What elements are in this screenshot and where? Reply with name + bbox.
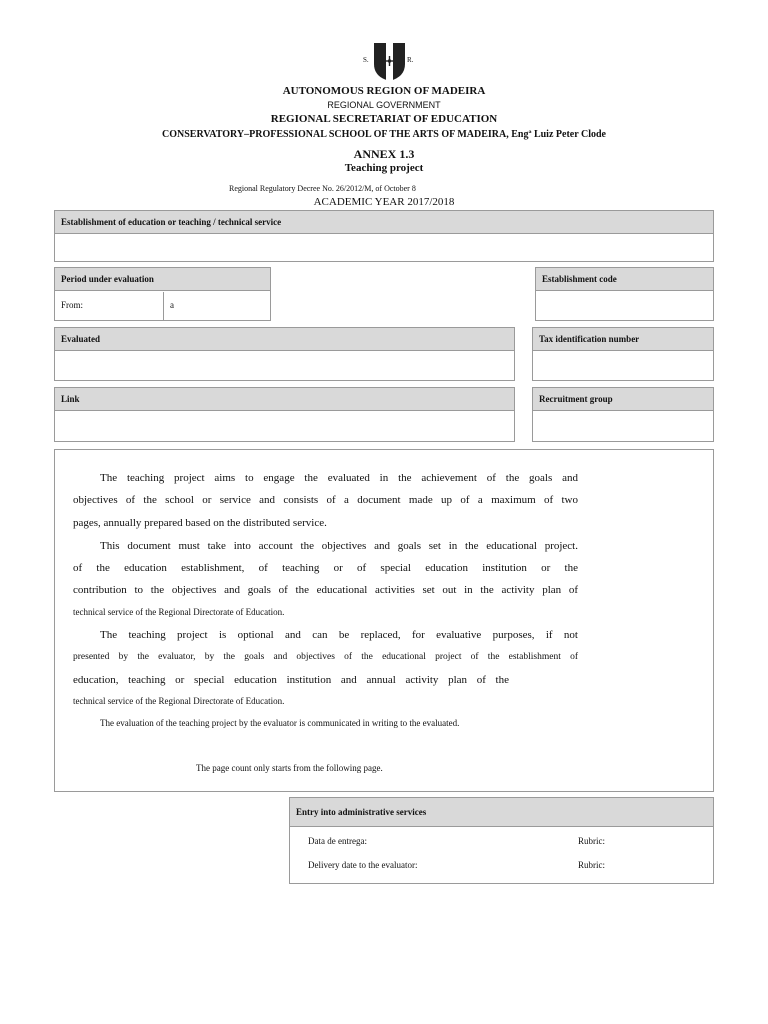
page-count-note: The page count only starts from the following page. [196,763,383,773]
establishment-code-label: Establishment code [536,268,713,291]
decree-reference: Regional Regulatory Decree No. 26/2012/M, of October 8 [229,184,416,193]
establishment-code-field[interactable] [535,267,714,321]
logo-letter-right: R. [407,56,414,64]
establishment-label: Establishment of education or teaching / technical service [55,211,713,234]
tax-id-field[interactable] [532,327,714,381]
region-title: AUTONOMOUS REGION OF MADEIRA [282,85,486,97]
paragraph2-line1: This document must take into account the objectives and goals set in the educational project. [100,540,578,552]
delivery-date-label[interactable]: Data de entrega: [308,836,367,846]
paragraph3-line1: The teaching project is optional and can be replaced, for evaluative purposes, if not [100,629,578,641]
government-subtitle: REGIONAL GOVERNMENT [327,100,441,110]
coat-of-arms-icon [373,42,406,82]
evaluated-label: Evaluated [55,328,514,351]
to-label: a [170,300,174,310]
evaluator-rubric-label[interactable]: Rubric: [578,860,605,870]
evaluator-delivery-date-label[interactable]: Delivery date to the evaluator: [308,860,418,870]
academic-year: ACADEMIC YEAR 2017/2018 [313,196,455,208]
instructions-box [54,449,714,792]
link-field[interactable] [54,387,515,442]
admin-entry-box [289,797,714,884]
school-title: CONSERVATORY–PROFESSIONAL SCHOOL OF THE ARTS OF MADEIRA, Engª Luiz Peter Clode [162,129,606,140]
period-from-cell[interactable] [55,292,164,321]
period-to-cell[interactable] [164,292,270,321]
period-field [54,267,271,321]
paragraph3-line4: technical service of the Regional Directorate of Education. [73,696,285,706]
link-label: Link [55,388,514,411]
from-label: From: [61,300,84,310]
recruitment-group-field[interactable] [532,387,714,442]
evaluated-field[interactable] [54,327,515,381]
recruitment-group-label: Recruitment group [533,388,713,411]
annex-number: ANNEX 1.3 [353,147,415,161]
tax-id-label: Tax identification number [533,328,713,351]
secretariat-title: REGIONAL SECRETARIAT OF EDUCATION [270,113,498,125]
paragraph4: The evaluation of the teaching project by the evaluator is communicated in writing to the evaluated. [100,718,460,728]
establishment-field[interactable] [54,210,714,262]
document-title: Teaching project [344,162,424,174]
period-label: Period under evaluation [55,268,270,291]
paragraph2-line3: contribution to the objectives and goals of the educational activities set out in the activity plan of [73,584,578,596]
paragraph1-line3: pages, annually prepared based on the distributed service. [73,517,327,529]
admin-entry-label: Entry into administrative services [290,798,713,827]
paragraph3-line2: presented by the evaluator, by the goals and objectives of the educational project of the establishment of [73,652,578,662]
logo-letter-left: S. [363,56,369,64]
paragraph1-line2: objectives of the school or service and consists of a document made up of a maximum of two [73,494,578,506]
logo [360,42,414,82]
paragraph3-line3: education, teaching or special education institution and annual activity plan of the [73,674,509,686]
delivery-rubric-label[interactable]: Rubric: [578,836,605,846]
paragraph2-line2: of the education establishment, of teaching or of special education institution or the [73,562,578,574]
paragraph2-line4: technical service of the Regional Directorate of Education. [73,607,285,617]
paragraph1-line1: The teaching project aims to engage the evaluated in the achievement of the goals and [100,472,578,484]
